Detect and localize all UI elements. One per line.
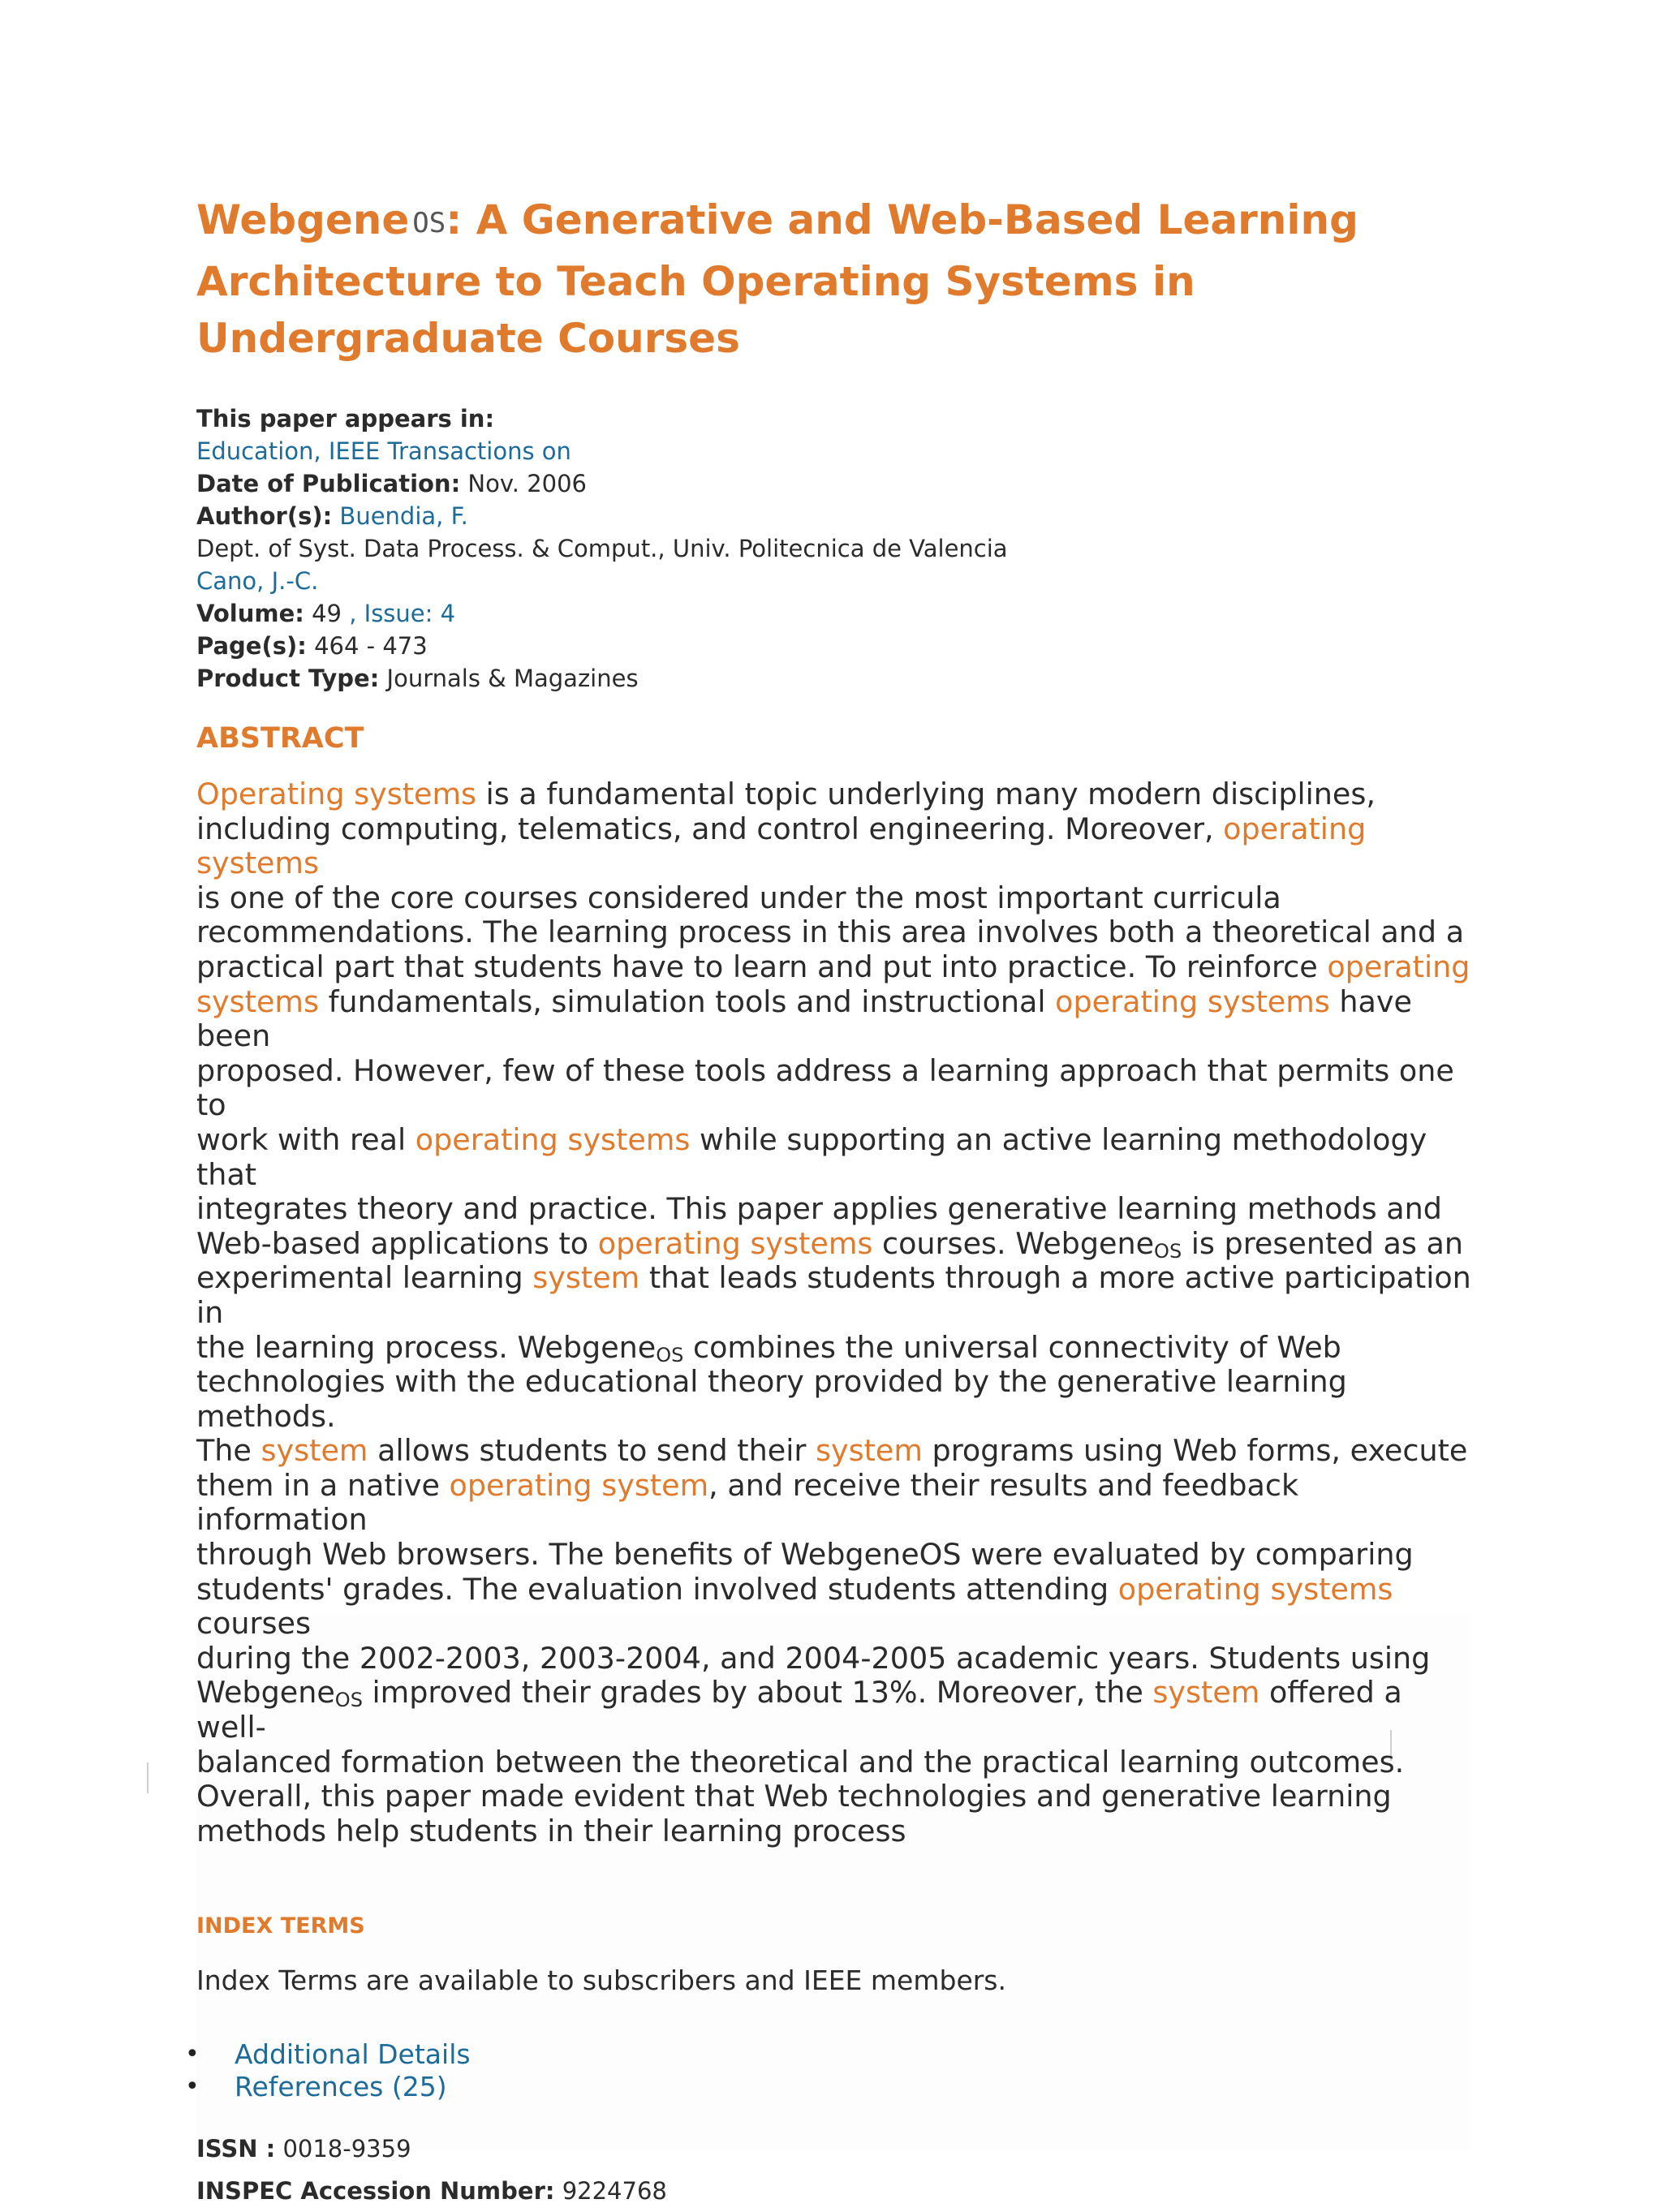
author-link-cano[interactable]: Cano, J.-C. — [196, 567, 319, 595]
abstract-segment: improved their grades by about 13%. Moreover, the — [362, 1675, 1153, 1711]
keyword-highlight: operating — [1327, 949, 1470, 984]
footer-meta — [196, 2128, 1479, 2212]
authors-row — [196, 500, 1479, 532]
abstract-segment: including computing, telematics, and control engineering. Moreover, — [196, 811, 1224, 846]
abstract-segment: experimental learning — [196, 1260, 533, 1296]
product-type-label: Product Type: — [196, 665, 380, 692]
abstract-segment: have been — [196, 983, 1412, 1054]
volume-value: 49 — [312, 600, 342, 627]
os-mark: OS — [412, 207, 446, 239]
index-terms-text: Index Terms are available to subscribers and IEEE members. — [196, 1965, 1006, 1997]
inspec-value: 9224768 — [562, 2177, 667, 2206]
journal-link[interactable]: Education, IEEE Transactions on — [196, 437, 571, 465]
abstract-segment: programs using Web forms, execute — [922, 1433, 1468, 1469]
issue-link[interactable]: , Issue: 4 — [349, 600, 456, 627]
abstract-segment: allows students to send their — [368, 1433, 816, 1469]
issn-value: 0018-9359 — [282, 2135, 411, 2163]
issn-label: ISSN : — [196, 2135, 276, 2163]
references-link[interactable]: References (25) — [235, 2071, 447, 2103]
authors-label: Author(s): — [196, 502, 333, 530]
volume-label: Volume: — [196, 600, 304, 627]
abstract-text — [196, 777, 1479, 1848]
subscript-os: OS — [656, 1343, 684, 1366]
pages-row — [196, 630, 1479, 662]
abstract-heading: ABSTRACT — [196, 722, 364, 755]
abstract-segment: recommendations. The learning process in this area involves both a theoretical and a — [196, 914, 1465, 950]
additional-details-link[interactable]: Additional Details — [235, 2038, 471, 2071]
abstract-segment: that leads students through a more active participation in — [196, 1260, 1471, 1330]
volume-row — [196, 597, 1479, 630]
abstract-segment: Webgene — [196, 1675, 335, 1711]
abstract-segment: offered a well- — [196, 1675, 1402, 1745]
abstract-segment: methods help students in their learning process — [196, 1813, 906, 1848]
affiliation: Dept. of Syst. Data Process. & Comput., Univ. Politecnica de Valencia — [196, 535, 1008, 562]
abstract-segment: Web-based applications to — [196, 1225, 598, 1261]
abstract-segment: balanced formation between the theoretical and the practical learning outcomes. — [196, 1744, 1405, 1779]
keyword-highlight: system — [1152, 1675, 1260, 1711]
abstract-segment: them in a native — [196, 1467, 450, 1503]
bullet-icon: • — [185, 2040, 200, 2069]
abstract-segment: fundamentals, simulation tools and instructional — [318, 983, 1056, 1019]
keyword-highlight: system — [260, 1433, 368, 1469]
abstract-segment: The — [196, 1433, 261, 1469]
abstract-segment: courses. Webgene — [872, 1225, 1155, 1261]
abstract-segment: integrates theory and practice. This paper applies generative learning methods and — [196, 1191, 1442, 1227]
abstract-segment: Overall, this paper made evident that Web technologies and generative learning — [196, 1779, 1392, 1814]
abstract-segment: technologies with the educational theory provided by the generative learning methods. — [196, 1364, 1347, 1434]
list-item — [185, 2071, 1479, 2103]
subscript-os: OS — [334, 1689, 363, 1712]
title-line-1: Webgene OS: A Generative and Web-Based Learning — [196, 196, 1358, 243]
abstract-segment: work with real — [196, 1121, 416, 1157]
abstract-segment: , and receive their results and feedback information — [196, 1467, 1299, 1538]
abstract-segment: courses — [196, 1606, 312, 1642]
abstract-segment: proposed. However, few of these tools address a learning approach that permits one to — [196, 1052, 1454, 1123]
list-item — [185, 2038, 1479, 2071]
title-line-3: Undergraduate Courses — [196, 315, 740, 362]
abstract-segment: while supporting an active learning methodology that — [196, 1121, 1427, 1192]
keyword-highlight: operating systems — [196, 811, 1367, 881]
abstract-segment: practical part that students have to learn and put into practice. To reinforce — [196, 949, 1328, 984]
author-link-buendia[interactable]: Buendia, F. — [339, 502, 468, 530]
page-title — [196, 192, 1479, 367]
publication-meta — [196, 402, 1479, 695]
abstract-segment: is presented as an — [1182, 1225, 1463, 1261]
title-line-2: Architecture to Teach Operating Systems in — [196, 258, 1195, 305]
subscript-os: OS — [1154, 1239, 1182, 1263]
pages-value: 464 - 473 — [314, 632, 428, 660]
inspec-row — [196, 2170, 1479, 2212]
keyword-highlight: system — [532, 1260, 640, 1296]
abstract-segment: during the 2002-2003, 2003-2004, and 2004-2005 academic years. Students using — [196, 1640, 1431, 1676]
issn-row — [196, 2128, 1479, 2170]
inspec-label: INSPEC Accession Number: — [196, 2177, 555, 2206]
appears-in-label: This paper appears in: — [196, 405, 495, 433]
abstract-segment: combines the universal connectivity of Web — [683, 1329, 1341, 1365]
abstract-segment: the learning process. Webgene — [196, 1329, 657, 1365]
date-value: Nov. 2006 — [467, 470, 587, 497]
product-type-value: Journals & Magazines — [386, 665, 639, 692]
keyword-highlight: system — [815, 1433, 923, 1469]
article — [185, 192, 1479, 2212]
keyword-highlight: systems — [196, 983, 319, 1019]
appears-in-row — [196, 402, 1479, 435]
abstract-segment: is one of the core courses considered under the most important curricula — [196, 880, 1281, 915]
pages-label: Page(s): — [196, 632, 307, 660]
keyword-highlight: Operating systems — [196, 777, 477, 811]
keyword-highlight: operating systems — [1117, 1571, 1393, 1607]
detail-links-list — [185, 2038, 1479, 2103]
date-label: Date of Publication: — [196, 470, 461, 497]
divider-tick-left — [147, 1762, 149, 1793]
keyword-highlight: operating systems — [1055, 983, 1330, 1019]
index-terms-heading: INDEX TERMS — [196, 1913, 365, 1939]
bullet-icon: • — [185, 2072, 200, 2102]
abstract-segment: is a fundamental topic underlying many modern disciplines, — [476, 777, 1376, 811]
abstract-segment: students' grades. The evaluation involved students attending — [196, 1571, 1118, 1607]
keyword-highlight: operating systems — [597, 1225, 873, 1261]
keyword-highlight: operating systems — [415, 1121, 691, 1157]
keyword-highlight: operating system — [449, 1467, 709, 1503]
abstract-segment: through Web browsers. The benefits of WebgeneOS were evaluated by comparing — [196, 1537, 1414, 1573]
product-type-row — [196, 662, 1479, 695]
date-row — [196, 467, 1479, 500]
